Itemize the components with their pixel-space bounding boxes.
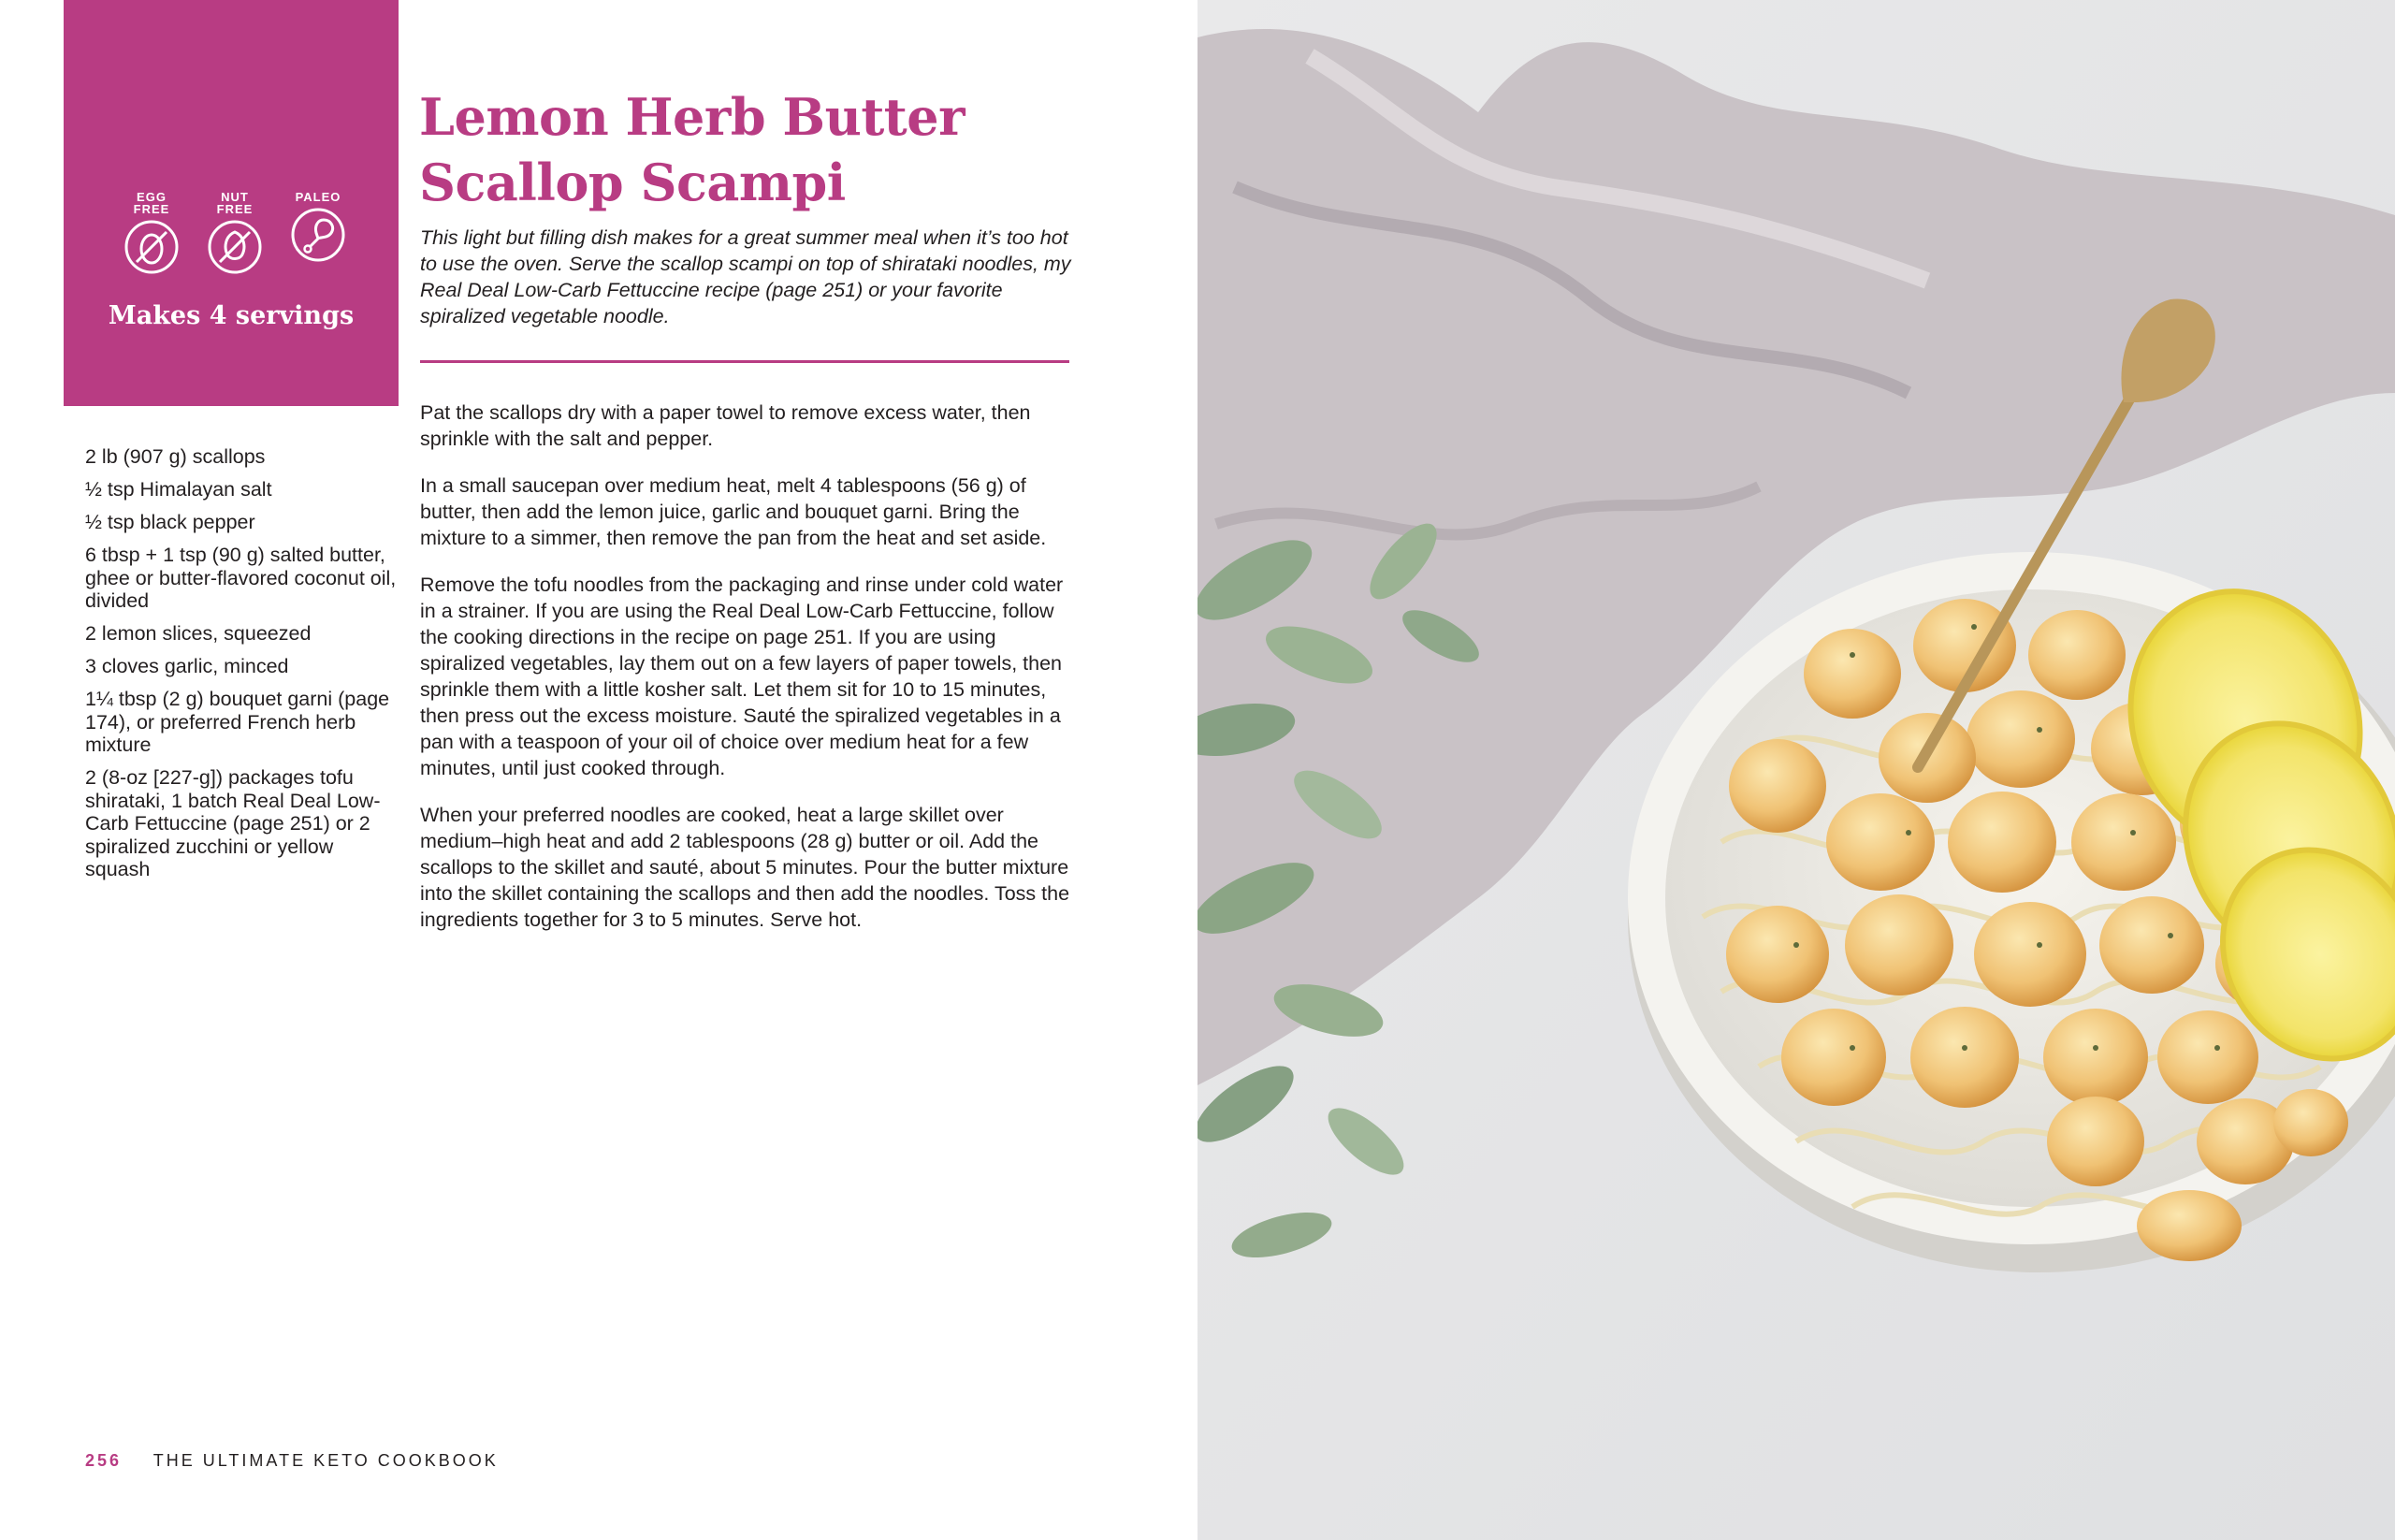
nut-free-icon bbox=[207, 219, 263, 275]
page-number: 256 bbox=[85, 1451, 123, 1470]
ingredient-item: 2 lemon slices, squeezed bbox=[85, 622, 312, 645]
directions bbox=[420, 400, 1075, 953]
recipe-title bbox=[419, 84, 965, 215]
recipe-title-line-1: Lemon Herb Butter bbox=[419, 87, 965, 147]
title-divider bbox=[420, 360, 1069, 363]
paleo-drumstick-icon bbox=[290, 207, 346, 263]
ingredient-item: 6 tbsp + 1 tsp (90 g) salted butter, ghee or butter-flavored coconut oil, divided bbox=[85, 544, 397, 612]
direction-step: In a small saucepan over medium heat, melt 4 tablespoons (56 g) of butter, then add the lemon juice, garlic and bouquet garni. Bring the mixture to a simmer, then remove the pan from the heat and set aside. bbox=[420, 474, 1047, 549]
diet-tag-label: EGG FREE bbox=[133, 190, 170, 216]
recipe-intro: This light but filling dish makes for a great summer meal when it’s too hot to use the oven. Serve the scallop scampi on top of shirataki noodles, my Real Deal Low-Carb Fettuccine recipe (page 251) or your favorite spiralized vegetable noodle. bbox=[420, 226, 1071, 327]
diet-tag-paleo bbox=[284, 191, 352, 275]
recipe-photo bbox=[1198, 0, 2395, 1540]
ingredients-list bbox=[85, 445, 401, 891]
page-footer bbox=[85, 1451, 499, 1471]
diet-tag-label: PALEO bbox=[295, 190, 341, 204]
diet-tag-egg-free bbox=[118, 191, 185, 275]
ingredient-item: 3 cloves garlic, minced bbox=[85, 655, 289, 677]
recipe-info-box bbox=[64, 0, 399, 406]
direction-step: When your preferred noodles are cooked, heat a large skillet over medium–high heat and add 2 tablespoons (28 g) butter or oil. Add the scallops to the skillet and sauté, about 5 minutes. Pour the butter mixture into the skillet containing the scallops and then add the noodles. Toss the ingredients together for 3 to 5 minutes. Serve hot. bbox=[420, 804, 1070, 931]
diet-tag-nut-free bbox=[201, 191, 269, 275]
book-title: THE ULTIMATE KETO COOKBOOK bbox=[152, 1451, 499, 1470]
ingredient-item: ½ tsp black pepper bbox=[85, 511, 255, 533]
ingredient-item: 2 lb (907 g) scallops bbox=[85, 445, 266, 468]
recipe-title-line-2: Scallop Scampi bbox=[419, 153, 846, 212]
egg-free-icon bbox=[123, 219, 180, 275]
servings-label: Makes 4 servings bbox=[108, 301, 355, 330]
direction-step: Remove the tofu noodles from the packaging and rinse under cold water in a strainer. If you are using the Real Deal Low-Carb Fettuccine, follow the cooking directions in the recipe on page 251. If you are using spiralized vegetables, lay them out on a few layers of paper towels, then sprinkle them with a little kosher salt. Let them sit for 10 to 15 minutes, then press out the excess moisture. Sauté the spiralized vegetables in a pan with a teaspoon of your oil of choice over medium heat for a few minutes, until just cooked through. bbox=[420, 574, 1064, 779]
ingredient-item: 1¼ tbsp (2 g) bouquet garni (page 174), or preferred French herb mixture bbox=[85, 688, 390, 756]
ingredient-item: ½ tsp Himalayan salt bbox=[85, 478, 272, 501]
diet-tag-label: NUT FREE bbox=[216, 190, 254, 216]
direction-step: Pat the scallops dry with a paper towel to remove excess water, then sprinkle with the salt and pepper. bbox=[420, 401, 1031, 450]
diet-tags bbox=[118, 191, 352, 275]
ingredient-item: 2 (8-oz [227-g]) packages tofu shirataki, 1 batch Real Deal Low-Carb Fettuccine (page 251) or 2 spiralized zucchini or yellow squash bbox=[85, 766, 381, 880]
scallop-scampi-photo bbox=[1198, 0, 2395, 1540]
